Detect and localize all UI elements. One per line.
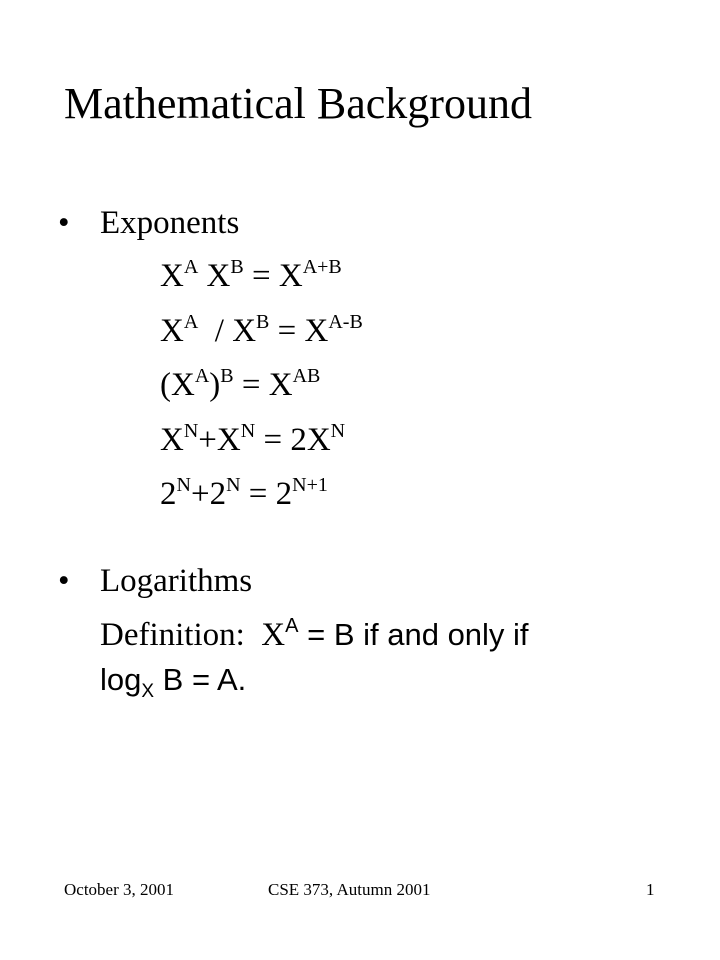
footer-date: October 3, 2001 [64, 880, 175, 899]
bullet-exponents [58, 203, 239, 243]
exponent-rule-power-of-two: $2^N+2^N = 2^{N+1}$ [160, 474, 328, 512]
bullet-icon: • [58, 205, 70, 241]
exponent-rule-sum: $X^N+X^N = 2X^N$ [160, 420, 346, 458]
slide-title: Mathematical Background [64, 79, 532, 128]
exponent-rule-power: $(X^A)^B = X^{AB}$ [160, 365, 321, 403]
logarithms-heading: Logarithms [100, 563, 253, 599]
footer-page-number: 1 [646, 880, 655, 899]
footer-course: CSE 373, Autumn 2001 [268, 880, 431, 899]
exponents-heading: Exponents [100, 205, 240, 241]
exponent-rule-product: $X^A$ $X^B = X^{A+B}$ [160, 256, 342, 294]
bullet-logarithms [58, 561, 252, 601]
log-definition-line-1: Definition: $X^A = B$ if and only if [100, 615, 529, 653]
bullet-icon: • [58, 563, 70, 599]
exponent-rule-quotient: $X^A / X^B = X^{A-B}$ [160, 311, 363, 349]
log-definition-line-2: $\log_X B = A$. [100, 662, 247, 702]
